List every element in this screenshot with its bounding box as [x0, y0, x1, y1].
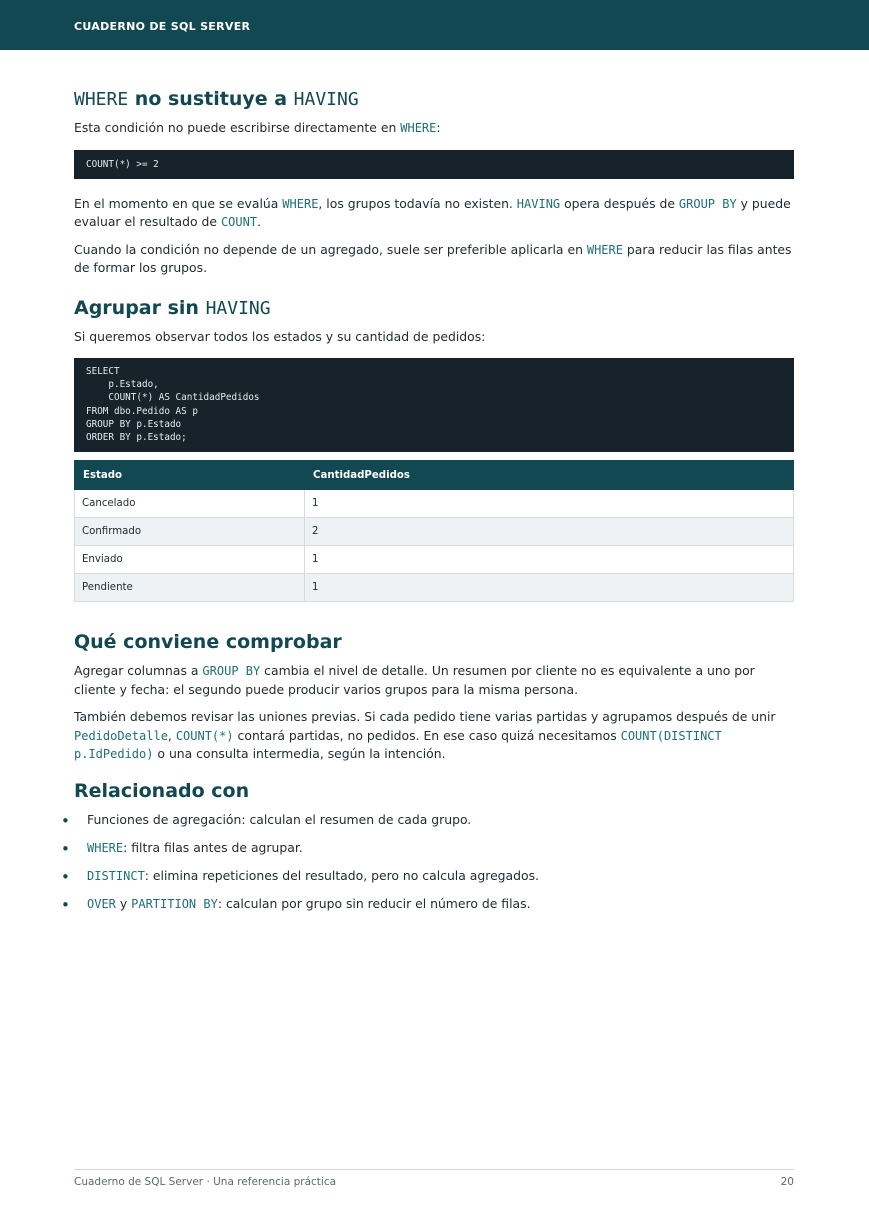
table-header-row [75, 461, 794, 490]
page-number: 20 [780, 1176, 794, 1188]
list-item [61, 895, 794, 923]
section-heading-comprobar: Qué conviene comprobar [74, 631, 342, 653]
item-text: y [115, 895, 132, 911]
heading-code-having: HAVING [293, 89, 359, 110]
heading-text: no sustituye a [128, 88, 294, 110]
p-text: contará partidas, no pedidos. En ese caso quizá necesitamos [233, 727, 621, 743]
table-cell: 1 [305, 574, 794, 602]
p-code: HAVING [516, 196, 561, 211]
column-header: CantidadPedidos [305, 461, 794, 490]
table-cell: 1 [305, 546, 794, 574]
footer-title: Cuaderno de SQL Server · Una referencia práctica [74, 1176, 337, 1188]
p-code: WHERE [282, 196, 319, 211]
p-text: En el momento en que se evalúa [74, 195, 283, 211]
section1-intro [74, 119, 794, 138]
header-bar [0, 0, 869, 50]
section-heading-relacionado: Relacionado con [74, 779, 250, 802]
p-code: GROUP BY [678, 196, 737, 211]
item-text: : calculan por grupo sin reducir el número de filas. [217, 895, 531, 911]
section1-paragraph-2 [74, 241, 794, 278]
p-text: También debemos revisar las uniones previas. Si cada pedido tiene varias partidas y agrupamos después de unir [74, 709, 776, 724]
p-text: opera después de [560, 195, 679, 211]
code-block-count: COUNT(*) >= 2 [74, 150, 794, 179]
bullet-icon: • [61, 867, 70, 886]
item-text: : filtra filas antes de agrupar. [123, 839, 303, 855]
footer-divider [74, 1169, 794, 1170]
section3-paragraph-1 [74, 662, 794, 699]
intro-end: : [436, 120, 441, 135]
table-cell: 1 [305, 490, 794, 518]
code-block-select: SELECT p.Estado, COUNT(*) AS CantidadPedidos FROM dbo.Pedido AS p GROUP BY p.Estado ORDER BY p.Estado; [74, 358, 794, 452]
page-content [61, 86, 794, 923]
item-code: WHERE [87, 840, 124, 855]
heading-code-where: WHERE [74, 89, 129, 110]
section-heading-agrupar [74, 295, 794, 321]
section3-paragraph-2 [74, 708, 794, 764]
table-cell: Pendiente [75, 574, 305, 602]
table-row [75, 490, 794, 518]
table-cell: 2 [305, 518, 794, 546]
item-code: DISTINCT [87, 868, 145, 883]
p-text: y puede evaluar el resultado de [74, 195, 791, 229]
bullet-icon: • [61, 895, 70, 914]
p-code: PedidoDetalle [74, 728, 168, 743]
p-text: Cuando la condición no depende de un agregado, suele ser preferible aplicarla en [74, 241, 587, 257]
p-code: WHERE [586, 242, 623, 257]
p-text: . [257, 214, 262, 229]
item-text: : elimina repeticiones del resultado, pero no calcula agregados. [144, 867, 539, 883]
section2-intro: Si queremos observar todos los estados y su cantidad de pedidos: [74, 328, 486, 344]
p-code: GROUP BY [202, 664, 261, 678]
p-text: Agregar columnas a [74, 663, 203, 678]
result-table [74, 460, 794, 602]
list-item [61, 839, 794, 867]
table-cell: Cancelado [75, 490, 305, 518]
table-row [75, 518, 794, 546]
header-title: CUADERNO DE SQL SERVER [74, 20, 251, 33]
heading-text: Agrupar sin [74, 296, 206, 319]
list-item [61, 867, 794, 895]
item-text: Funciones de agregación: calculan el resumen de cada grupo. [87, 811, 472, 827]
bullet-icon: • [61, 839, 70, 858]
p-text: para reducir las filas antes de formar los grupos. [74, 241, 792, 275]
p-text: , los grupos todavía no existen. [318, 195, 517, 211]
p-text: , [167, 727, 176, 743]
column-header: Estado [75, 461, 305, 490]
table-row [75, 574, 794, 602]
intro-text: Esta condición no puede escribirse directamente en [74, 120, 401, 135]
heading-code-having: HAVING [205, 297, 271, 319]
intro-code: WHERE [400, 121, 437, 135]
p-code: COUNT(DISTINCT p.IdPedido) [74, 728, 722, 761]
item-code: PARTITION BY [131, 896, 218, 911]
p-text: o una consulta intermedia, según la intención. [153, 746, 446, 761]
table-cell: Confirmado [75, 518, 305, 546]
p-text: cambia el nivel de detalle. Un resumen por cliente no es equivalente a uno por cliente y fecha: el segundo puede producir varios grupos para la misma persona. [74, 663, 755, 697]
table-cell: Enviado [75, 546, 305, 574]
section-heading-where-having [74, 86, 794, 112]
p-code: COUNT [220, 215, 258, 229]
section1-paragraph-1 [74, 195, 794, 232]
table-row [75, 546, 794, 574]
related-list [61, 811, 794, 923]
bullet-icon: • [61, 811, 70, 830]
list-item [61, 811, 794, 839]
item-code: OVER [87, 896, 116, 911]
p-code: COUNT(*) [175, 728, 234, 743]
